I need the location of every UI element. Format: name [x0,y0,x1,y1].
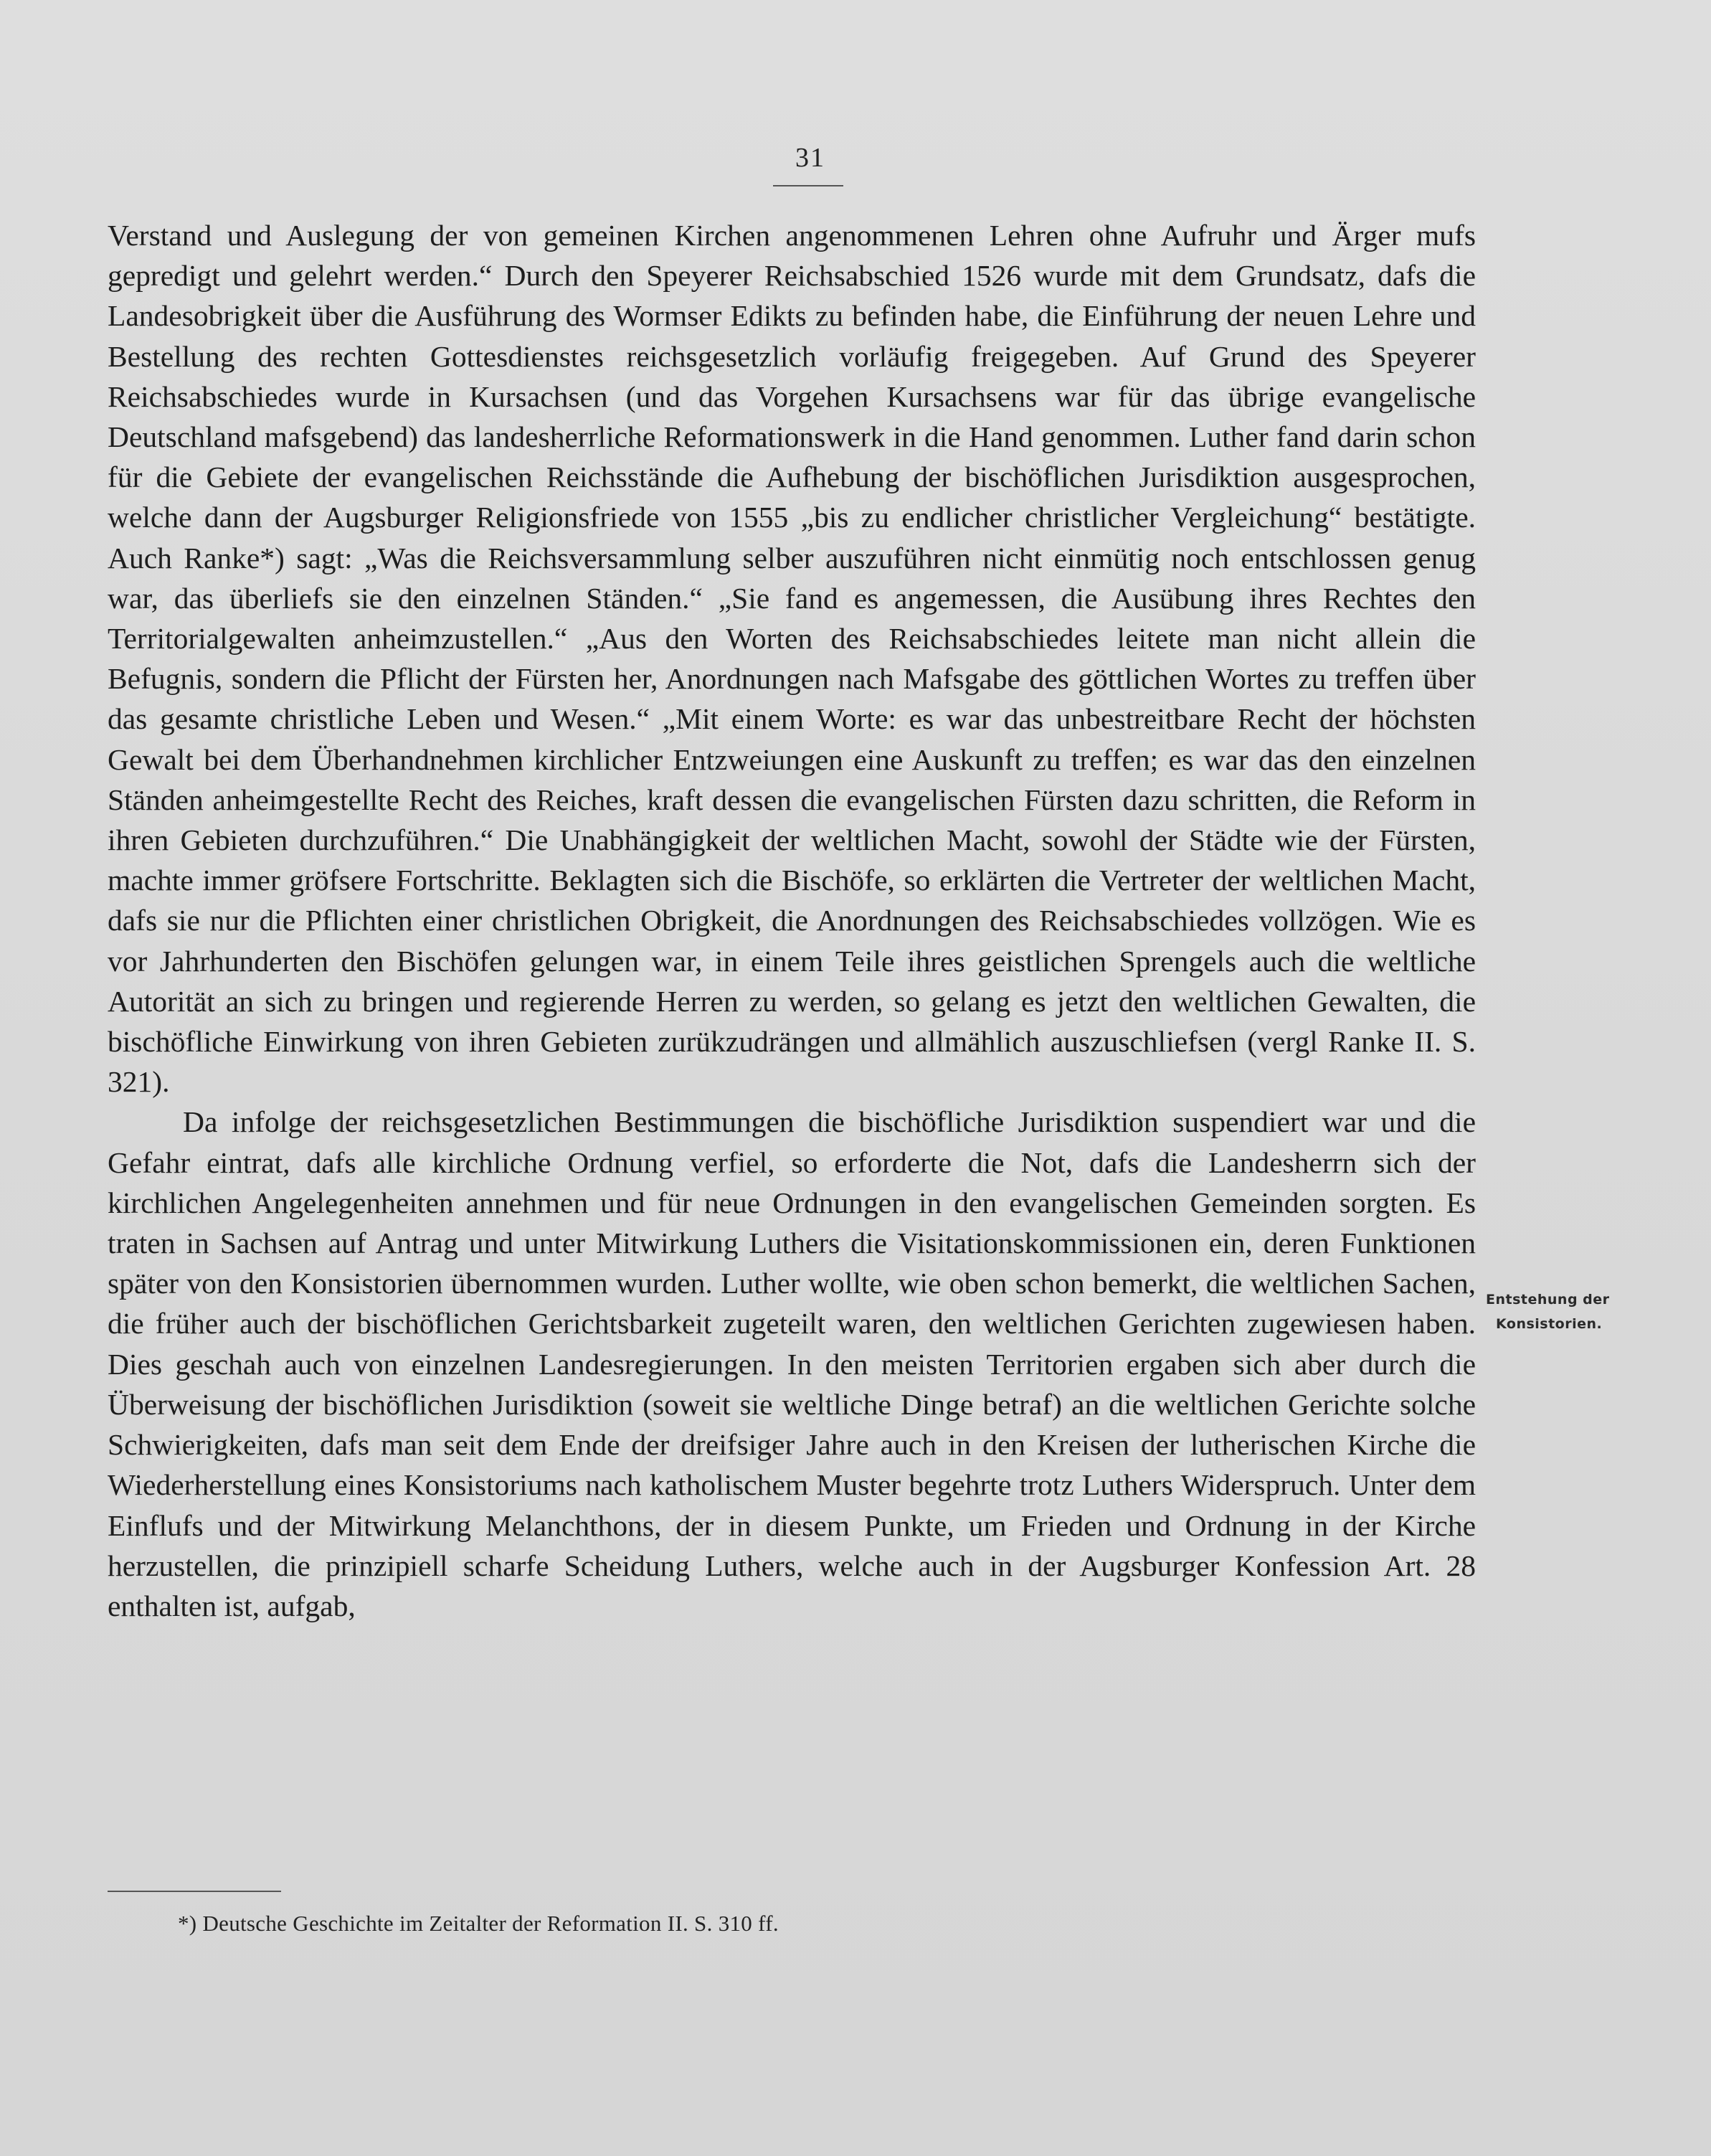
footnote: *) Deutsche Geschichte im Zeitalter der Reformation II. S. 310 ff. [178,1911,779,1936]
paragraph-1: Verstand und Auslegung der von gemeinen Kirchen angenommenen Lehren ohne Aufruhr und Ärger mufs gepredigt und gelehrt werden.“ Durch den Speyerer Reichsabschied 1526 wurde mit dem Grundsatz, dafs die Landesobrigkeit über die Ausführung des Wormser Edikts zu befinden habe, die Einführung der neuen Lehre und Bestellung des rechten Gottesdienstes reichsgesetzlich vorläufig freigegeben. Auf Grund des Speyerer Reichsabschiedes wurde in Kursachsen (und das Vorgehen Kursachsens war für das übrige evangelische Deutschland mafsgebend) das landesherrliche Reformationswerk in die Hand genommen. Luther fand darin schon für die Gebiete der evangelischen Reichsstände die Aufhebung der bischöflichen Jurisdiktion ausgesprochen, welche dann der Augsburger Religionsfriede von 1555 „bis zu endlicher christlicher Vergleichung“ bestätigte. Auch Ranke*) sagt: „Was die Reichsversammlung selber auszuführen nicht einmütig noch entschlossen genug war, das überliefs sie den einzelnen Ständen.“ „Sie fand es angemessen, die Ausübung ihres Rechtes den Territorialgewalten anheimzustellen.“ „Aus den Worten des Reichsabschiedes leitete man nicht allein die Befugnis, sondern die Pflicht der Fürsten her, Anordnungen nach Mafsgabe des göttlichen Wortes zu treffen über das gesamte christliche Leben und Wesen.“ „Mit einem Worte: es war das unbestreitbare Recht der höchsten Gewalt bei dem Überhandnehmen kirchlicher Entzweiungen eine Auskunft zu treffen; es war das den einzelnen Ständen anheimgestellte Recht des Reiches, kraft dessen die evangelischen Fürsten dazu schritten, die Reform in ihren Gebieten durchzuführen.“ Die Unabhängigkeit der weltlichen Macht, sowohl der Städte wie der Fürsten, machte immer gröfsere Fortschritte. Beklagten sich die Bischöfe, so erklärten die Vertreter der weltlichen Macht, dafs sie nur die Pflichten einer christlichen Obrigkeit, die Anordnungen des Reichsabschiedes vollzögen. Wie es vor Jahrhunderten den Bischöfen gelungen war, in einem Teile ihres geistlichen Sprengels auch die weltliche Autorität an sich zu bringen und regierende Herren zu werden, so gelang es jetzt den weltlichen Gewalten, die bischöfliche Einwirkung von ihren Gebieten zurükzudrängen und allmählich auszuschliefsen (vergl Ranke II. S. 321). [108,219,1476,1099]
page-number: 31 [795,143,825,173]
paragraph-2: Da infolge der reichsgesetzlichen Bestimmungen die bischöfliche Jurisdiktion suspendiert war und die Gefahr eintrat, dafs alle kirchliche Ordnung verfiel, so erforderte die Not, dafs die Landesherrn sich der kirchlichen Angelegenheiten annehmen und für neue Ordnungen in den evangelischen Gemeinden sorgten. Es traten in Sachsen auf Antrag und unter Mitwirkung Luthers die Visitationskommissionen ein, deren Funktionen später von den Konsistorien übernommen wurden. Luther wollte, wie oben schon bemerkt, die weltlichen Sachen, die früher auch der bischöflichen Gerichtsbarkeit zugeteilt waren, den weltlichen Gerichten zugewiesen haben. Dies geschah auch von einzelnen Landesregierungen. In den meisten Territorien ergaben sich aber durch die Überweisung der bischöflichen Jurisdiktion (soweit sie weltliche Dinge betraf) an die weltlichen Gerichte solche Schwierigkeiten, dafs man seit dem Ende der dreifsiger Jahre auch in den Kreisen der lutherischen Kirche die Wiederherstellung eines Konsistoriums nach katholischem Muster begehrte trotz Luthers Widerspruch. Unter dem Einflufs und der Mitwirkung Melanchthons, der in diesem Punkte, um Frieden und Ordnung in der Kirche herzustellen, die prinzipiell scharfe Scheidung Luthers, welche auch in der Augsburger Konfession Art. 28 enthalten ist, aufgab, [108,1105,1476,1622]
body-text [108,215,1476,1626]
margin-note-line-1: Entstehung der [1486,1292,1610,1308]
page-number-rule [773,185,843,186]
margin-note-line-2: Konsistorien. [1496,1316,1603,1332]
margin-note [1486,1287,1636,1336]
footnote-rule [108,1891,281,1892]
